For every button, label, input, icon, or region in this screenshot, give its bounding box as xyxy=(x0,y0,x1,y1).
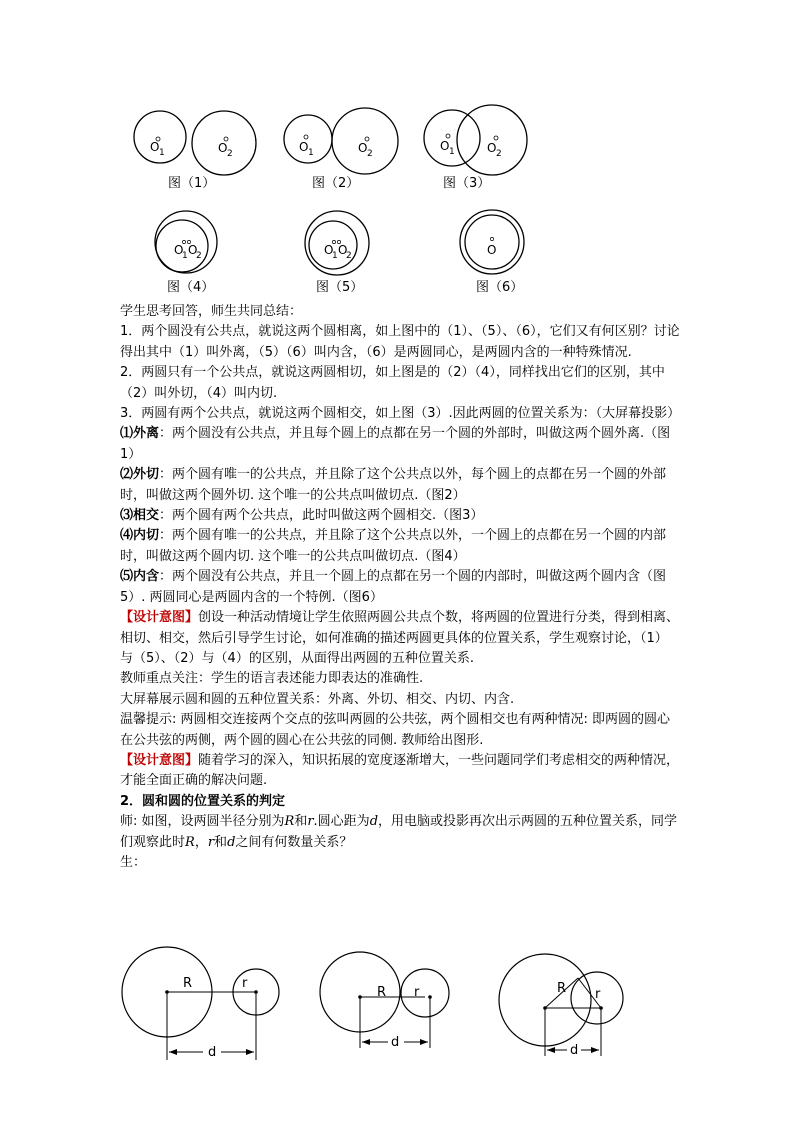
definition-internal-separation: ⑸内含：两个圆没有公共点，并且一个圆上的点都在另一个圆的内部时，叫做这两个圆内含（图5）. 两圆同心是两圆内含的一个特例.（图6） xyxy=(120,569,667,605)
distance-d-label: d xyxy=(208,1045,217,1060)
definition-external-separation: ⑴外离：两个圆没有公共点，并且每个圆上的点都在另一个圆的外部时，叫做这两个圆外离.（图1） xyxy=(120,426,671,462)
point-1: 1．两个圆没有公共点，就说这两个圆相离，如上图中的（1）、（5）、（6），它们又有何区别？讨论得出其中（1）叫外离，（5）（6）叫内含，（6）是两圆同心，是两圆内含的一种特殊情况. xyxy=(120,324,680,360)
warm-tip: 温馨提示: 两圆相交连接两个交点的弦叫两圆的公共弦，两个圆相交也有两种情况: 即两圆的圆心在公共弦的两侧，两个圆的圆心在公共弦的同侧. 教师给出图形. xyxy=(120,712,671,748)
student-label: 生： xyxy=(120,854,147,870)
center-label-o1: O xyxy=(299,140,309,154)
subscript-1: 1 xyxy=(308,148,314,158)
center-label-o1: O xyxy=(440,139,450,153)
summary-intro: 学生思考回答，师生共同总结： xyxy=(120,304,303,319)
figure-4-caption: 图（4） xyxy=(167,280,215,295)
subscript-2: 2 xyxy=(496,149,502,159)
radius-R-label: R xyxy=(377,985,387,1000)
subscript-1: 1 xyxy=(159,148,165,158)
design-intent-1: 【设计意图】创设一种活动情境让学生依照两圆公共点个数，将两圆的位置进行分类，得到相离、相切、相交，然后引导学生讨论，如何准确的描述两圆更具体的位置关系，学生观察讨论，（1）与（5）、（2）与（4）的区别，从面得出两圆的五种位置关系. xyxy=(120,610,680,666)
radius-R-label: R xyxy=(183,976,193,991)
distance-d-label: d xyxy=(570,1043,579,1058)
center-label-o2: O xyxy=(358,141,368,155)
screen-display: 大屏幕展示圆和圆的五种位置关系：外离、外切、相交、内切、内含. xyxy=(120,691,515,707)
figure-2-caption: 图（2） xyxy=(312,176,360,191)
figure-3-caption: 图（3） xyxy=(443,176,491,191)
subscript-2: 2 xyxy=(346,251,352,261)
radius-r-label: r xyxy=(414,985,420,1000)
distance-d-label: d xyxy=(391,1035,400,1050)
figure-5-internal-separation xyxy=(300,205,380,277)
point-2: 2．两圆只有一个公共点，就说这两圆相切，如上图是的（2）（4），同样找出它们的区别，其中（2）叫外切，（4）叫内切. xyxy=(120,365,665,401)
bottom-figure-external-tangent xyxy=(310,935,470,1055)
bottom-figure-external-separation xyxy=(115,935,295,1065)
subscript-2: 2 xyxy=(227,149,233,159)
teacher-question: 师: 如图，设两圆半径分别为R和r.圆心距为d，用电脑或投影再次出示两圆的五种位置关系，同学们观察此时R，r和d之间有何数量关系？ xyxy=(120,814,678,850)
section-heading: 2．圆和圆的位置关系的判定 xyxy=(120,793,286,809)
definition-external-tangent: ⑵外切：两个圆有唯一的公共点，并且除了这个公共点以外，每个圆上的点都在另一个圆的外部时，叫做这两个圆外切. 这个唯一的公共点叫做切点.（图2） xyxy=(120,467,667,503)
figure-3-intersecting xyxy=(420,100,540,180)
center-label-o1: O xyxy=(150,140,160,154)
center-label-o: O xyxy=(487,243,497,257)
subscript-2: 2 xyxy=(196,251,202,261)
subscript-1: 1 xyxy=(332,251,338,261)
figure-4-internal-tangent xyxy=(150,205,230,277)
bottom-figure-intersecting xyxy=(495,940,635,1060)
radius-R-label: R xyxy=(557,981,567,996)
subscript-2: 2 xyxy=(367,149,373,159)
center-label-o2: O xyxy=(188,243,198,257)
center-label-o2: O xyxy=(338,243,348,257)
radius-r-label: r xyxy=(242,976,248,991)
definition-intersecting: ⑶相交：两个圆有两个公共点，此时叫做这两个圆相交.（图3） xyxy=(120,508,484,524)
center-label-o2: O xyxy=(218,141,228,155)
design-intent-2: 【设计意图】随着学习的深入，知识拓展的宽度逐渐增大，一些问题同学们考虑相交的两种情况，才能全面正确的解决问题. xyxy=(120,752,680,789)
figure-6-concentric xyxy=(455,205,535,277)
center-label-o2: O xyxy=(487,141,497,155)
center-label-o1: O xyxy=(174,243,184,257)
figure-6-caption: 图（6） xyxy=(476,280,524,295)
radius-r-label: r xyxy=(595,987,601,1002)
figure-1-caption: 图（1） xyxy=(168,176,216,191)
point-3: 3．两圆有两个公共点，就说这两个圆相交，如上图（3）.因此两圆的位置关系为：（大屏幕投影） xyxy=(120,406,681,422)
figure-5-caption: 图（5） xyxy=(316,280,364,295)
lesson-text xyxy=(120,302,680,873)
teacher-focus: 教师重点关注：学生的语言表述能力即表达的准确性. xyxy=(120,671,424,687)
definition-internal-tangent: ⑷内切：两个圆有唯一的公共点，并且除了这个公共点以外，一个圆上的点都在另一个圆的内部时，叫做这两个圆内切. 这个唯一的公共点叫做切点.（图4） xyxy=(120,528,667,564)
subscript-1: 1 xyxy=(182,251,188,261)
subscript-1: 1 xyxy=(449,147,455,157)
center-label-o1: O xyxy=(324,243,334,257)
